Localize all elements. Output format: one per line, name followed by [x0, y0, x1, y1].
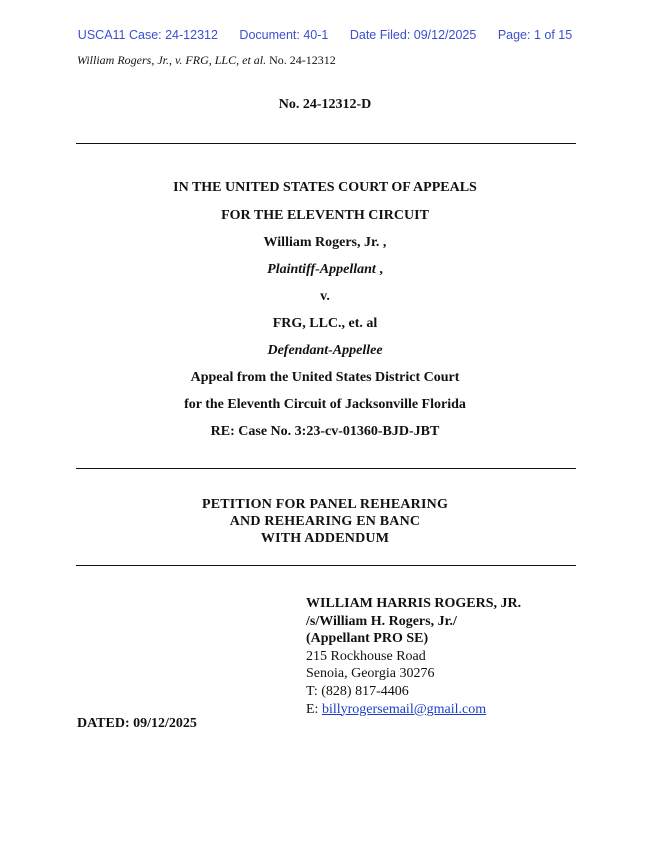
- document-title: [0, 496, 650, 547]
- divider-rule: [76, 143, 576, 144]
- plaintiff-role-suffix: ,: [375, 262, 383, 277]
- divider-rule: [76, 468, 576, 469]
- signer-capacity: (Appellant PRO SE): [306, 631, 429, 647]
- defendant-role: Defendant-Appellee: [267, 343, 383, 358]
- short-caption-parties: William Rogers, Jr., v. FRG, LLC, et al.: [77, 53, 267, 67]
- document-title-line-1: PETITION FOR PANEL REHEARING: [201, 497, 449, 512]
- email-line: [306, 701, 521, 719]
- plaintiff-role: Plaintiff-Appellant: [267, 262, 376, 277]
- signer-name: WILLIAM HARRIS ROGERS, JR.: [306, 596, 522, 611]
- appeal-line-2: for the Eleventh Circuit of Jacksonville Florida: [184, 397, 466, 412]
- address-city: Senoia, Georgia 30276: [306, 666, 435, 682]
- email-link[interactable]: billyrogersemail@gmail.com: [321, 701, 487, 717]
- plaintiff-role-line: [0, 262, 650, 278]
- short-caption: [77, 53, 336, 68]
- docket-number: No. 24-12312-D: [278, 97, 372, 112]
- short-caption-number: No. 24-12312: [269, 53, 336, 67]
- signature-block: [306, 595, 521, 718]
- ecf-filing-header: [0, 28, 650, 42]
- email-prefix: E:: [306, 701, 322, 717]
- plaintiff-name: William Rogers, Jr. ,: [263, 235, 387, 250]
- document-title-line-3: WITH ADDENDUM: [260, 531, 390, 546]
- electronic-signature: /s/William H. Rogers, Jr./: [306, 613, 457, 629]
- versus-line: v.: [320, 289, 330, 304]
- defendant-name: FRG, LLC., et. al: [272, 316, 378, 331]
- court-name-line: IN THE UNITED STATES COURT OF APPEALS: [173, 180, 477, 195]
- ecf-document-number: Document: 40-1: [239, 28, 329, 42]
- circuit-name-line: FOR THE ELEVENTH CIRCUIT: [221, 208, 429, 223]
- ecf-case-number: USCA11 Case: 24-12312: [77, 28, 218, 42]
- divider-rule: [76, 565, 576, 566]
- phone-number: T: (828) 817-4406: [306, 683, 409, 699]
- ecf-page-count: Page: 1 of 15: [497, 28, 573, 42]
- ecf-date-filed: Date Filed: 09/12/2025: [349, 28, 477, 42]
- address-street: 215 Rockhouse Road: [306, 648, 426, 664]
- lower-court-case-number: RE: Case No. 3:23-cv-01360-BJD-JBT: [210, 424, 440, 439]
- dated-line: DATED: 09/12/2025: [77, 716, 197, 731]
- appeal-line-1: Appeal from the United States District Court: [190, 370, 460, 385]
- document-title-line-2: AND REHEARING EN BANC: [229, 514, 421, 529]
